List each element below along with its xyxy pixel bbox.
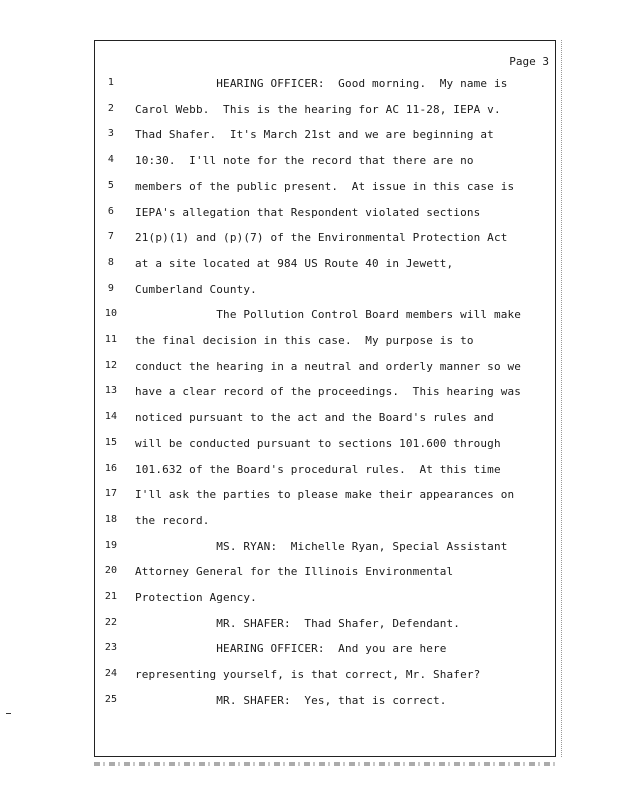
- line-number: 10: [104, 308, 118, 320]
- transcript-page: [94, 40, 556, 757]
- transcript-line: [95, 642, 555, 662]
- line-number: 25: [104, 693, 118, 705]
- line-text: representing yourself, is that correct, Mr. Shafer?: [135, 668, 481, 682]
- line-number: 4: [107, 154, 115, 166]
- line-text: HEARING OFFICER: Good morning. My name is: [135, 77, 508, 90]
- transcript-line: [95, 411, 555, 431]
- line-text: 10:30. I'll note for the record that there are no: [135, 154, 474, 168]
- line-number: 9: [107, 282, 115, 294]
- line-number: 1: [107, 77, 115, 88]
- transcript-line: [95, 334, 555, 354]
- transcript-line: [95, 180, 555, 200]
- line-number: 24: [104, 668, 118, 680]
- line-text: 21(p)(1) and (p)(7) of the Environmental Protection Act: [135, 231, 508, 245]
- line-text: the record.: [135, 513, 210, 527]
- line-number: 6: [107, 205, 115, 217]
- line-text: 101.632 of the Board's procedural rules. At this time: [135, 462, 501, 476]
- line-number: 19: [104, 539, 118, 551]
- line-text: Cumberland County.: [135, 282, 257, 296]
- transcript-line: [95, 283, 555, 303]
- page-right-edge: [561, 40, 563, 757]
- line-number: 21: [104, 591, 118, 602]
- transcript-line: [95, 308, 555, 328]
- line-text: conduct the hearing in a neutral and orderly manner so we: [135, 359, 522, 373]
- line-text: The Pollution Control Board members will make: [135, 308, 522, 322]
- transcript-line: [95, 360, 555, 380]
- line-number: 2: [107, 102, 115, 114]
- line-text: IEPA's allegation that Respondent violated sections: [135, 205, 481, 219]
- transcript-line: [95, 540, 555, 560]
- line-number: 5: [107, 179, 115, 191]
- line-number: 15: [104, 436, 118, 448]
- line-number: 3: [107, 128, 115, 140]
- line-number: 20: [104, 565, 118, 577]
- transcript-line: [95, 488, 555, 508]
- margin-mark: [6, 713, 11, 714]
- line-text: MR. SHAFER: Thad Shafer, Defendant.: [135, 616, 461, 630]
- transcript-line: [95, 385, 555, 405]
- transcript-line: [95, 231, 555, 251]
- page-number-label: Page 3: [509, 55, 549, 68]
- transcript-line: [95, 103, 555, 123]
- transcript-line: [95, 77, 555, 97]
- line-number: 13: [104, 385, 118, 397]
- line-number: 14: [104, 411, 118, 423]
- line-text: Protection Agency.: [135, 591, 257, 604]
- line-text: noticed pursuant to the act and the Board's rules and: [135, 411, 494, 425]
- transcript-line: [95, 591, 555, 611]
- transcript-line: [95, 206, 555, 226]
- line-text: Thad Shafer. It's March 21st and we are beginning at: [135, 128, 494, 142]
- line-text: MR. SHAFER: Yes, that is correct.: [135, 693, 447, 707]
- transcript-line: [95, 154, 555, 174]
- line-text: at a site located at 984 US Route 40 in Jewett,: [135, 256, 454, 270]
- line-text: Carol Webb. This is the hearing for AC 11-28, IEPA v.: [135, 102, 501, 116]
- transcript-line: [95, 128, 555, 148]
- line-text: I'll ask the parties to please make their appearances on: [135, 488, 515, 502]
- transcript-line: [95, 257, 555, 277]
- transcript-line: [95, 437, 555, 457]
- transcript-line: [95, 514, 555, 534]
- line-number: 11: [104, 334, 118, 345]
- transcript-line: [95, 565, 555, 585]
- line-number: 22: [104, 616, 118, 628]
- line-number: 12: [104, 359, 118, 371]
- transcript-line: [95, 668, 555, 688]
- line-text: have a clear record of the proceedings. This hearing was: [135, 385, 522, 399]
- line-number: 17: [104, 488, 118, 500]
- line-number: 16: [104, 462, 118, 474]
- line-text: HEARING OFFICER: And you are here: [135, 642, 447, 656]
- line-text: will be conducted pursuant to sections 101.600 through: [135, 436, 501, 450]
- line-text: the final decision in this case. My purpose is to: [135, 334, 474, 347]
- line-number: 8: [107, 256, 115, 268]
- line-number: 7: [107, 231, 115, 243]
- transcript-line: [95, 617, 555, 637]
- line-text: MS. RYAN: Michelle Ryan, Special Assistant: [135, 539, 508, 553]
- transcript-line: [95, 463, 555, 483]
- line-number: 23: [104, 642, 118, 654]
- page-bottom-strip: [94, 762, 556, 766]
- line-text: Attorney General for the Illinois Environmental: [135, 565, 454, 579]
- transcript-line: [95, 694, 555, 714]
- line-text: members of the public present. At issue in this case is: [135, 179, 515, 193]
- line-number: 18: [104, 513, 118, 525]
